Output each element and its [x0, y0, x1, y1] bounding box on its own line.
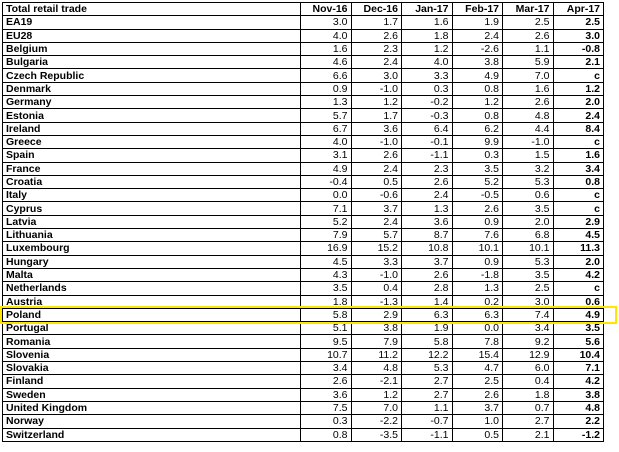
value-cell: 2.6 [402, 175, 453, 188]
value-cell: 1.6 [553, 149, 604, 162]
value-cell: 2.7 [402, 388, 453, 401]
value-cell: 0.3 [301, 415, 352, 428]
value-cell: 6.6 [301, 69, 352, 82]
value-cell: 2.9 [553, 215, 604, 228]
header-month: Nov-16 [301, 3, 352, 16]
table-row [3, 135, 604, 148]
table-row [3, 215, 604, 228]
value-cell: 1.8 [503, 388, 554, 401]
value-cell: 1.8 [301, 295, 352, 308]
table-row [3, 82, 604, 95]
value-cell: 9.2 [503, 335, 554, 348]
table-row [3, 242, 604, 255]
value-cell: 1.6 [503, 82, 554, 95]
table-row [3, 322, 604, 335]
table-row [3, 149, 604, 162]
value-cell: 8.7 [402, 229, 453, 242]
country-cell: Croatia [3, 175, 301, 188]
country-cell: Belgium [3, 42, 301, 55]
value-cell: 9.5 [301, 335, 352, 348]
value-cell: 6.0 [503, 362, 554, 375]
country-cell: Portugal [3, 322, 301, 335]
value-cell: 5.8 [402, 335, 453, 348]
value-cell: 2.0 [553, 96, 604, 109]
value-cell: c [553, 202, 604, 215]
value-cell: -1.0 [351, 268, 402, 281]
value-cell: -1.2 [553, 428, 604, 441]
value-cell: 2.9 [351, 308, 402, 321]
table-row [3, 282, 604, 295]
value-cell: 1.2 [351, 96, 402, 109]
country-cell: United Kingdom [3, 401, 301, 414]
header-month: Feb-17 [452, 3, 503, 16]
value-cell: 11.2 [351, 348, 402, 361]
country-cell: Denmark [3, 82, 301, 95]
value-cell: c [553, 282, 604, 295]
table-row [3, 29, 604, 42]
value-cell: 0.0 [301, 189, 352, 202]
value-cell: -0.4 [301, 175, 352, 188]
value-cell: 7.4 [503, 308, 554, 321]
value-cell: 4.8 [553, 401, 604, 414]
country-cell: Spain [3, 149, 301, 162]
value-cell: 3.5 [301, 282, 352, 295]
value-cell: 3.4 [301, 362, 352, 375]
value-cell: 12.9 [503, 348, 554, 361]
value-cell: 1.4 [402, 295, 453, 308]
value-cell: 1.1 [503, 42, 554, 55]
country-cell: Bulgaria [3, 56, 301, 69]
value-cell: 3.7 [402, 255, 453, 268]
value-cell: 3.6 [351, 122, 402, 135]
table-row [3, 375, 604, 388]
value-cell: 1.9 [452, 16, 503, 29]
value-cell: 10.1 [452, 242, 503, 255]
value-cell: 3.2 [503, 162, 554, 175]
value-cell: 0.4 [503, 375, 554, 388]
value-cell: 16.9 [301, 242, 352, 255]
value-cell: -0.3 [402, 109, 453, 122]
value-cell: 0.7 [503, 401, 554, 414]
value-cell: 2.6 [351, 149, 402, 162]
header-month: Jan-17 [402, 3, 453, 16]
country-cell: Netherlands [3, 282, 301, 295]
value-cell: 3.0 [351, 69, 402, 82]
header-month: Dec-16 [351, 3, 402, 16]
value-cell: 3.1 [301, 149, 352, 162]
value-cell: 4.0 [301, 135, 352, 148]
table-row [3, 162, 604, 175]
value-cell: 2.6 [351, 29, 402, 42]
value-cell: 10.7 [301, 348, 352, 361]
value-cell: 1.6 [402, 16, 453, 29]
value-cell: 0.2 [452, 295, 503, 308]
value-cell: 3.4 [503, 322, 554, 335]
country-cell: EU28 [3, 29, 301, 42]
table-row [3, 96, 604, 109]
value-cell: -1.1 [402, 428, 453, 441]
value-cell: 4.2 [553, 268, 604, 281]
table-row [3, 268, 604, 281]
value-cell: 0.8 [452, 82, 503, 95]
value-cell: 1.5 [503, 149, 554, 162]
value-cell: 2.5 [503, 16, 554, 29]
country-cell: Slovenia [3, 348, 301, 361]
table-row [3, 69, 604, 82]
value-cell: 8.4 [553, 122, 604, 135]
value-cell: -1.0 [351, 135, 402, 148]
value-cell: 4.7 [452, 362, 503, 375]
value-cell: 5.8 [301, 308, 352, 321]
value-cell: c [553, 189, 604, 202]
value-cell: 4.0 [402, 56, 453, 69]
country-cell: Finland [3, 375, 301, 388]
value-cell: -2.6 [452, 42, 503, 55]
value-cell: 6.8 [503, 229, 554, 242]
value-cell: 2.5 [553, 16, 604, 29]
country-cell: Slovakia [3, 362, 301, 375]
table-row [3, 401, 604, 414]
value-cell: 15.2 [351, 242, 402, 255]
value-cell: 4.0 [301, 29, 352, 42]
value-cell: 4.3 [301, 268, 352, 281]
value-cell: -1.8 [452, 268, 503, 281]
value-cell: 2.6 [452, 388, 503, 401]
value-cell: 7.0 [503, 69, 554, 82]
value-cell: 0.3 [452, 149, 503, 162]
value-cell: 7.0 [351, 401, 402, 414]
country-cell: Germany [3, 96, 301, 109]
value-cell: 0.5 [452, 428, 503, 441]
value-cell: 3.5 [553, 322, 604, 335]
country-cell: Hungary [3, 255, 301, 268]
table-row [3, 56, 604, 69]
value-cell: 2.4 [553, 109, 604, 122]
value-cell: 0.9 [452, 215, 503, 228]
value-cell: 2.5 [452, 375, 503, 388]
value-cell: 2.6 [503, 96, 554, 109]
value-cell: 4.8 [503, 109, 554, 122]
value-cell: c [553, 135, 604, 148]
country-cell: Cyprus [3, 202, 301, 215]
country-cell: Italy [3, 189, 301, 202]
value-cell: 7.9 [301, 229, 352, 242]
country-cell: Norway [3, 415, 301, 428]
value-cell: 10.4 [553, 348, 604, 361]
value-cell: 5.3 [503, 255, 554, 268]
table-row [3, 415, 604, 428]
value-cell: 2.4 [351, 215, 402, 228]
value-cell: 1.6 [301, 42, 352, 55]
value-cell: 2.0 [553, 255, 604, 268]
value-cell: 7.1 [301, 202, 352, 215]
value-cell: 4.2 [553, 375, 604, 388]
value-cell: 2.6 [301, 375, 352, 388]
value-cell: 3.0 [301, 16, 352, 29]
value-cell: -0.7 [402, 415, 453, 428]
value-cell: 6.4 [402, 122, 453, 135]
value-cell: 3.5 [452, 162, 503, 175]
value-cell: 10.8 [402, 242, 453, 255]
value-cell: 3.3 [402, 69, 453, 82]
table-row [3, 388, 604, 401]
value-cell: 2.7 [402, 375, 453, 388]
table-header-row [3, 3, 604, 16]
value-cell: 2.4 [452, 29, 503, 42]
value-cell: 1.7 [351, 16, 402, 29]
country-cell: Ireland [3, 122, 301, 135]
retail-trade-table-container [2, 2, 604, 442]
country-cell: Latvia [3, 215, 301, 228]
value-cell: 1.2 [402, 42, 453, 55]
value-cell: 2.6 [402, 268, 453, 281]
value-cell: 6.7 [301, 122, 352, 135]
value-cell: 1.2 [351, 388, 402, 401]
value-cell: 2.7 [503, 415, 554, 428]
value-cell: 6.2 [452, 122, 503, 135]
value-cell: 1.2 [553, 82, 604, 95]
value-cell: 5.1 [301, 322, 352, 335]
value-cell: 3.0 [553, 29, 604, 42]
value-cell: 2.2 [553, 415, 604, 428]
value-cell: 4.9 [301, 162, 352, 175]
value-cell: 7.6 [452, 229, 503, 242]
value-cell: 2.0 [503, 215, 554, 228]
value-cell: -0.1 [402, 135, 453, 148]
value-cell: 3.6 [402, 215, 453, 228]
country-cell: Austria [3, 295, 301, 308]
value-cell: 5.7 [351, 229, 402, 242]
value-cell: 3.8 [452, 56, 503, 69]
value-cell: 0.9 [452, 255, 503, 268]
header-month: Apr-17 [553, 3, 604, 16]
value-cell: 4.8 [351, 362, 402, 375]
value-cell: 0.6 [553, 295, 604, 308]
table-row [3, 202, 604, 215]
value-cell: -1.0 [351, 82, 402, 95]
value-cell: 1.8 [402, 29, 453, 42]
value-cell: 7.5 [301, 401, 352, 414]
value-cell: 1.9 [402, 322, 453, 335]
value-cell: 2.3 [402, 162, 453, 175]
table-row [3, 122, 604, 135]
header-title: Total retail trade [3, 3, 301, 16]
value-cell: -0.6 [351, 189, 402, 202]
value-cell: 1.0 [452, 415, 503, 428]
table-row [3, 362, 604, 375]
value-cell: 0.9 [301, 82, 352, 95]
country-cell: EA19 [3, 16, 301, 29]
country-cell: Malta [3, 268, 301, 281]
value-cell: 5.9 [503, 56, 554, 69]
country-cell: Luxembourg [3, 242, 301, 255]
value-cell: 3.6 [301, 388, 352, 401]
value-cell: 1.1 [402, 401, 453, 414]
country-cell: France [3, 162, 301, 175]
country-cell: Switzerland [3, 428, 301, 441]
value-cell: 7.9 [351, 335, 402, 348]
country-cell: Estonia [3, 109, 301, 122]
table-row [3, 229, 604, 242]
value-cell: -2.2 [351, 415, 402, 428]
table-row [3, 308, 604, 321]
value-cell: 5.7 [301, 109, 352, 122]
value-cell: -0.8 [553, 42, 604, 55]
value-cell: -1.0 [503, 135, 554, 148]
table-body [3, 16, 604, 442]
value-cell: 4.5 [301, 255, 352, 268]
value-cell: 4.9 [553, 308, 604, 321]
value-cell: 3.8 [553, 388, 604, 401]
table-row [3, 335, 604, 348]
country-cell: Sweden [3, 388, 301, 401]
value-cell: 2.6 [503, 29, 554, 42]
value-cell: 1.3 [402, 202, 453, 215]
value-cell: 11.3 [553, 242, 604, 255]
value-cell: 0.5 [351, 175, 402, 188]
table-row [3, 189, 604, 202]
value-cell: 3.7 [351, 202, 402, 215]
value-cell: -0.2 [402, 96, 453, 109]
value-cell: 3.8 [351, 322, 402, 335]
value-cell: 0.6 [503, 189, 554, 202]
value-cell: 4.9 [452, 69, 503, 82]
value-cell: 2.1 [503, 428, 554, 441]
value-cell: 3.3 [351, 255, 402, 268]
header-month: Mar-17 [503, 3, 554, 16]
value-cell: 2.4 [351, 56, 402, 69]
value-cell: 0.8 [301, 428, 352, 441]
value-cell: -1.3 [351, 295, 402, 308]
value-cell: 7.1 [553, 362, 604, 375]
value-cell: 5.2 [452, 175, 503, 188]
value-cell: 4.4 [503, 122, 554, 135]
value-cell: -2.1 [351, 375, 402, 388]
value-cell: 2.1 [553, 56, 604, 69]
country-cell: Czech Republic [3, 69, 301, 82]
value-cell: 3.0 [503, 295, 554, 308]
value-cell: 3.5 [503, 268, 554, 281]
value-cell: 7.8 [452, 335, 503, 348]
value-cell: 1.3 [301, 96, 352, 109]
value-cell: 2.4 [351, 162, 402, 175]
value-cell: 5.2 [301, 215, 352, 228]
value-cell: 3.5 [503, 202, 554, 215]
table-row [3, 109, 604, 122]
country-cell: Greece [3, 135, 301, 148]
value-cell: -0.5 [452, 189, 503, 202]
table-row [3, 428, 604, 441]
value-cell: 0.0 [452, 322, 503, 335]
value-cell: 3.4 [553, 162, 604, 175]
value-cell: 10.1 [503, 242, 554, 255]
value-cell: 4.5 [553, 229, 604, 242]
value-cell: c [553, 69, 604, 82]
table-row [3, 348, 604, 361]
value-cell: 1.2 [452, 96, 503, 109]
value-cell: 3.7 [452, 401, 503, 414]
value-cell: 12.2 [402, 348, 453, 361]
value-cell: 1.3 [452, 282, 503, 295]
value-cell: 9.9 [452, 135, 503, 148]
value-cell: 5.6 [553, 335, 604, 348]
value-cell: 0.4 [351, 282, 402, 295]
value-cell: -1.1 [402, 149, 453, 162]
value-cell: 2.5 [503, 282, 554, 295]
value-cell: -3.5 [351, 428, 402, 441]
country-cell: Poland [3, 308, 301, 321]
value-cell: 15.4 [452, 348, 503, 361]
table-row [3, 16, 604, 29]
value-cell: 5.3 [503, 175, 554, 188]
value-cell: 6.3 [452, 308, 503, 321]
country-cell: Lithuania [3, 229, 301, 242]
table-row [3, 255, 604, 268]
country-cell: Romania [3, 335, 301, 348]
value-cell: 2.6 [452, 202, 503, 215]
value-cell: 0.3 [402, 82, 453, 95]
table-row [3, 175, 604, 188]
value-cell: 1.7 [351, 109, 402, 122]
table-row [3, 42, 604, 55]
value-cell: 0.8 [553, 175, 604, 188]
value-cell: 0.8 [452, 109, 503, 122]
value-cell: 2.4 [402, 189, 453, 202]
value-cell: 4.6 [301, 56, 352, 69]
value-cell: 2.8 [402, 282, 453, 295]
value-cell: 6.3 [402, 308, 453, 321]
table-row [3, 295, 604, 308]
value-cell: 5.3 [402, 362, 453, 375]
retail-trade-table [2, 2, 604, 442]
value-cell: 2.3 [351, 42, 402, 55]
